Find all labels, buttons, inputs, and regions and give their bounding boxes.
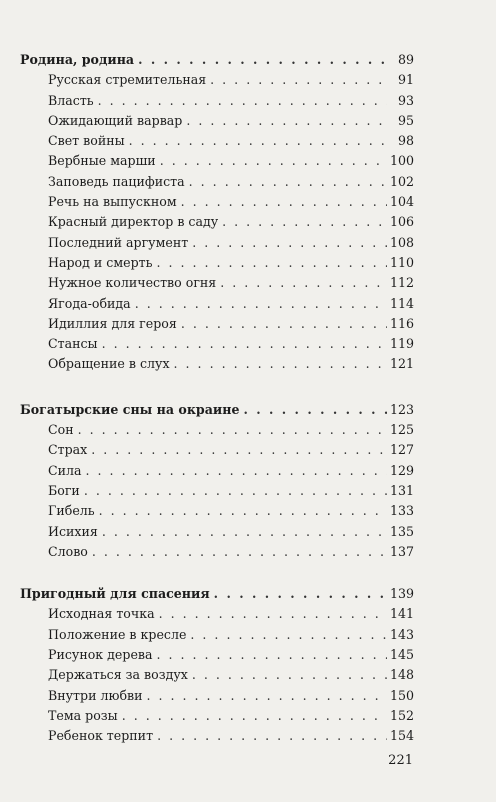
section-title: Родина, родина [20,52,135,67]
entry-title: Последний аргумент [48,234,189,250]
dot-leader [214,584,387,604]
toc-entry [20,686,414,706]
dot-leader [86,461,387,481]
entry-title: Обращение в слух [48,356,170,372]
dot-leader [159,604,387,624]
page-number: 100 [390,153,415,169]
toc-entry [20,253,414,273]
toc-entry [20,212,414,232]
entry-title: Ягода-обида [48,295,131,311]
page-number: 137 [390,543,415,559]
dot-leader [174,354,387,374]
section-heading [20,50,414,70]
dot-leader [129,131,387,151]
dot-leader [138,50,387,70]
entry-title: Сон [48,422,74,438]
entry-title: Речь на выпускном [48,194,177,210]
page-number: 135 [390,523,415,539]
entry-title: Власть [48,92,94,108]
toc-entry [20,645,414,665]
toc-entry [20,542,414,562]
page-number: 129 [390,462,415,478]
dot-leader [243,400,387,420]
page-number: 98 [397,133,414,149]
page-number: 110 [390,254,415,270]
entry-title: Стансы [48,336,98,352]
dot-leader [102,334,387,354]
page-number: 133 [390,503,415,519]
entry-title: Русская стремительная [48,72,207,88]
page-number: 131 [390,482,415,498]
page-folio-number: 221 [388,753,413,768]
dot-leader [135,294,387,314]
dot-leader [122,706,387,726]
page-number: 121 [390,356,415,372]
toc-entry [20,294,414,314]
dot-leader [181,192,387,212]
toc-entry [20,461,414,481]
dot-leader [157,645,387,665]
dot-leader [91,440,387,460]
dot-leader [102,522,387,542]
dot-leader [220,273,387,293]
dot-leader [156,253,387,273]
page-number: 141 [390,606,415,622]
page-number: 102 [390,173,415,189]
toc-entry [20,151,414,171]
entry-title: Тема розы [48,707,118,723]
page-number: 93 [397,92,414,108]
entry-title: Держаться за воздух [48,667,188,683]
section-spacer [20,562,414,584]
toc-entry [20,70,414,90]
toc-entry [20,481,414,501]
dot-leader [186,111,387,131]
page-number: 145 [390,647,415,663]
entry-title: Сила [48,462,82,478]
dot-leader [92,542,387,562]
toc-entry [20,522,414,542]
entry-title: Ребенок терпит [48,728,154,744]
entry-title: Боги [48,482,80,498]
page-number: 148 [390,667,415,683]
entry-title: Внутри любви [48,687,143,703]
page-number: 119 [390,336,415,352]
dot-leader [192,665,387,685]
toc-entry [20,233,414,253]
entry-title: Страх [48,442,88,458]
page-number: 150 [390,687,415,703]
entry-title: Рисунок дерева [48,647,153,663]
dot-leader [222,212,387,232]
toc-entry [20,440,414,460]
dot-leader [78,420,387,440]
table-of-contents [20,50,414,747]
toc-entry [20,314,414,334]
entry-title: Свет войны [48,133,125,149]
toc-entry [20,192,414,212]
dot-leader [192,233,387,253]
page-number: 116 [390,315,415,331]
toc-entry [20,706,414,726]
dot-leader [157,726,387,746]
page-number: 154 [390,728,415,744]
page-number: 143 [390,626,415,642]
dot-leader [189,172,387,192]
page-number: 139 [390,586,415,602]
page-number: 123 [390,401,415,417]
dot-leader [147,686,387,706]
section-title: Пригодный для спасения [20,586,210,602]
page-number: 112 [390,275,415,291]
page-number: 106 [390,214,415,230]
entry-title: Исходная точка [48,606,155,622]
toc-entry [20,354,414,374]
page-number: 91 [397,72,414,88]
entry-title: Ожидающий варвар [48,112,183,128]
entry-title: Заповедь пацифиста [48,173,185,189]
toc-entry [20,91,414,111]
entry-title: Слово [48,543,88,559]
entry-title: Гибель [48,503,95,519]
entry-title: Народ и смерть [48,254,153,270]
dot-leader [160,151,387,171]
entry-title: Положение в кресле [48,626,187,642]
section-heading [20,584,414,604]
toc-entry [20,625,414,645]
toc-entry [20,420,414,440]
page-number: 114 [390,295,415,311]
toc-entry [20,501,414,521]
section-title: Богатырские сны на окраине [20,401,240,417]
page-number: 152 [390,707,415,723]
dot-leader [181,314,387,334]
dot-leader [84,481,387,501]
dot-leader [190,625,387,645]
page-number: 89 [397,52,414,67]
page-number: 95 [397,112,414,128]
page-number: 108 [390,234,415,250]
section-spacer [20,375,414,400]
dot-leader [99,501,387,521]
toc-entry [20,726,414,746]
toc-entry [20,172,414,192]
toc-entry [20,273,414,293]
page-number: 104 [390,194,415,210]
toc-entry [20,665,414,685]
toc-entry [20,111,414,131]
toc-entry [20,131,414,151]
entry-title: Вербные марши [48,153,156,169]
dot-leader [98,91,387,111]
toc-entry [20,334,414,354]
section-heading [20,400,414,420]
entry-title: Нужное количество огня [48,275,217,291]
page-number: 125 [390,422,415,438]
toc-entry [20,604,414,624]
entry-title: Идиллия для героя [48,315,177,331]
dot-leader [210,70,387,90]
page-number: 127 [390,442,415,458]
entry-title: Исихия [48,523,98,539]
entry-title: Красный директор в саду [48,214,219,230]
